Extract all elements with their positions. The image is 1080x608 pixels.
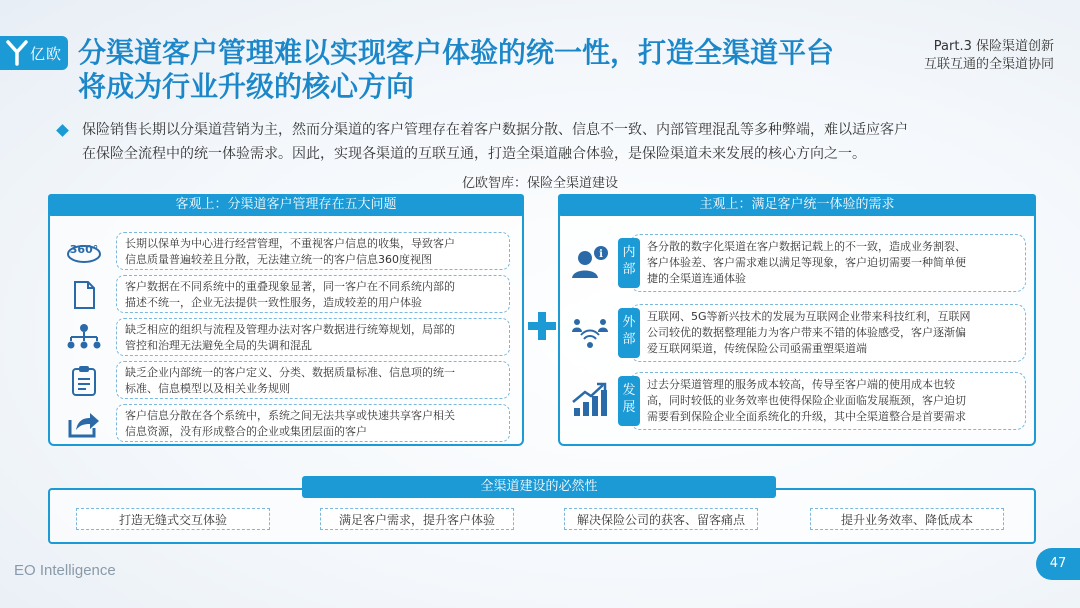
need-text-line: 过去分渠道管理的服务成本较高，传导至客户端的使用成本也较 xyxy=(647,378,955,391)
section-label-line-1: Part.3 保险渠道创新 xyxy=(933,39,1054,54)
need-item xyxy=(566,234,1030,294)
title-line-1: 分渠道客户管理难以实现客户体验的统一性，打造全渠道平台 xyxy=(78,36,835,69)
clipboard-icon xyxy=(64,365,104,397)
problem-text-line: 缺乏企业内部统一的客户定义、分类、数据质量标准、信息项的统一 xyxy=(125,366,455,379)
need-text-line: 各分散的数字化渠道在客户数据记载上的不一致，造成业务割裂、 xyxy=(647,240,966,253)
need-item xyxy=(566,372,1030,432)
360-view-icon xyxy=(64,236,104,268)
need-text-line: 互联网、5G等新兴技术的发展为互联网企业带来科技红利，互联网 xyxy=(647,310,971,323)
need-tag-char: 展 xyxy=(622,400,636,415)
problem-item xyxy=(62,361,512,401)
intro-line-2: 在保险全流程中的统一体验需求。因此，实现各渠道的互联互通，打造全渠道融合体验，是保险渠道未来发展的核心方向之一。 xyxy=(82,146,866,162)
need-text-line: 需要看到保险企业全面系统化的升级，其中全渠道整合是首要需求 xyxy=(647,410,966,423)
need-tag-char: 部 xyxy=(622,332,636,347)
need-text-line: 公司较优的数据整理能力为客户带来不错的体验感受，客户逐渐偏 xyxy=(647,326,966,339)
brand-logo xyxy=(0,36,68,70)
org-chart-icon xyxy=(64,322,104,354)
need-tag xyxy=(618,308,640,358)
intro-paragraph xyxy=(60,118,1040,166)
problem-text xyxy=(116,275,510,313)
need-text-line: 捷的全渠道连通体验 xyxy=(647,272,746,285)
necessity-item: 提升业务效率、降低成本 xyxy=(810,508,1004,530)
document-icon xyxy=(64,279,104,311)
intro-line-1: 保险销售长期以分渠道营销为主，然而分渠道的客户管理存在着客户数据分散、信息不一致、内部管理混乱等多种弊端，难以适应客户 xyxy=(82,122,908,138)
page-number: 47 xyxy=(1036,548,1080,580)
need-text xyxy=(630,372,1026,430)
need-tag xyxy=(618,376,640,426)
section-label-line-2: 互联互通的全渠道协同 xyxy=(923,57,1054,72)
need-tag-char: 发 xyxy=(622,383,636,398)
problem-text xyxy=(116,318,510,356)
problem-text-line: 客户信息分散在各个系统中，系统之间无法共享或快速共享客户相关 xyxy=(125,409,455,422)
need-tag-char: 内 xyxy=(622,245,636,260)
problem-text-line: 客户数据在不同系统中的重叠现象显著，同一客户在不同系统内部的 xyxy=(125,280,455,293)
problem-text-line: 描述不统一，企业无法提供一致性服务，造成较差的用户体验 xyxy=(125,296,422,309)
title-line-2: 将成为行业升级的核心方向 xyxy=(78,70,415,103)
need-text-line: 高，同时较低的业务效率也使得保险企业面临发展瓶颈，客户迫切 xyxy=(647,394,966,407)
share-icon xyxy=(64,408,104,440)
need-text-line: 爱互联网渠道，传统保险公司亟需重塑渠道端 xyxy=(647,342,867,355)
growth-chart-icon xyxy=(570,380,610,420)
left-panel-header: 客观上：分渠道客户管理存在五大问题 xyxy=(48,194,524,216)
necessity-item: 打造无缝式交互体验 xyxy=(76,508,270,530)
necessity-item: 解决保险公司的获客、留客痛点 xyxy=(564,508,758,530)
problem-text-line: 信息资源，没有形成整合的企业或集团层面的客户 xyxy=(125,425,367,438)
need-text-line: 客户体验差、客户需求难以满足等现象，客户迫切需要一种简单便 xyxy=(647,256,966,269)
problem-text-line: 信息质量普遍较差且分散，无法建立统一的客户信息360度视图 xyxy=(125,253,432,266)
figure-source: 亿欧智库：保险全渠道建设 xyxy=(461,176,618,191)
plus-icon xyxy=(528,312,556,340)
right-panel-header: 主观上：满足客户统一体验的需求 xyxy=(558,194,1036,216)
problem-item xyxy=(62,404,512,444)
section-label xyxy=(924,38,1054,74)
necessity-header: 全渠道建设的必然性 xyxy=(302,476,776,498)
problem-text-line: 管控和治理无法避免全局的失调和混乱 xyxy=(125,339,312,352)
footer-brand: EO Intelligence xyxy=(14,562,116,579)
need-tag-char: 外 xyxy=(622,315,636,330)
problem-text-line: 缺乏相应的组织与流程及管理办法对客户数据进行统筹规划，局部的 xyxy=(125,323,455,336)
bullet-diamond-icon xyxy=(56,124,69,137)
need-tag xyxy=(618,238,640,288)
page-title xyxy=(78,36,834,104)
problem-text xyxy=(116,232,510,270)
problem-text xyxy=(116,361,510,399)
need-item xyxy=(566,304,1030,364)
logo-icon xyxy=(6,40,28,66)
user-info-icon xyxy=(570,242,610,282)
problem-text xyxy=(116,404,510,442)
problem-item xyxy=(62,318,512,358)
necessity-item: 满足客户需求，提升客户体验 xyxy=(320,508,514,530)
need-text xyxy=(630,234,1026,292)
network-users-icon xyxy=(570,312,610,352)
problem-text-line: 标准、信息模型以及相关业务规则 xyxy=(125,382,290,395)
problem-item xyxy=(62,275,512,315)
svg-text:360°: 360° xyxy=(69,243,99,256)
logo-text: 亿欧 xyxy=(30,44,63,63)
problem-text-line: 长期以保单为中心进行经营管理，不重视客户信息的收集，导致客户 xyxy=(125,237,455,250)
svg-text:i: i xyxy=(599,249,603,260)
problem-item xyxy=(62,232,512,272)
need-tag-char: 部 xyxy=(622,262,636,277)
need-text xyxy=(630,304,1026,362)
